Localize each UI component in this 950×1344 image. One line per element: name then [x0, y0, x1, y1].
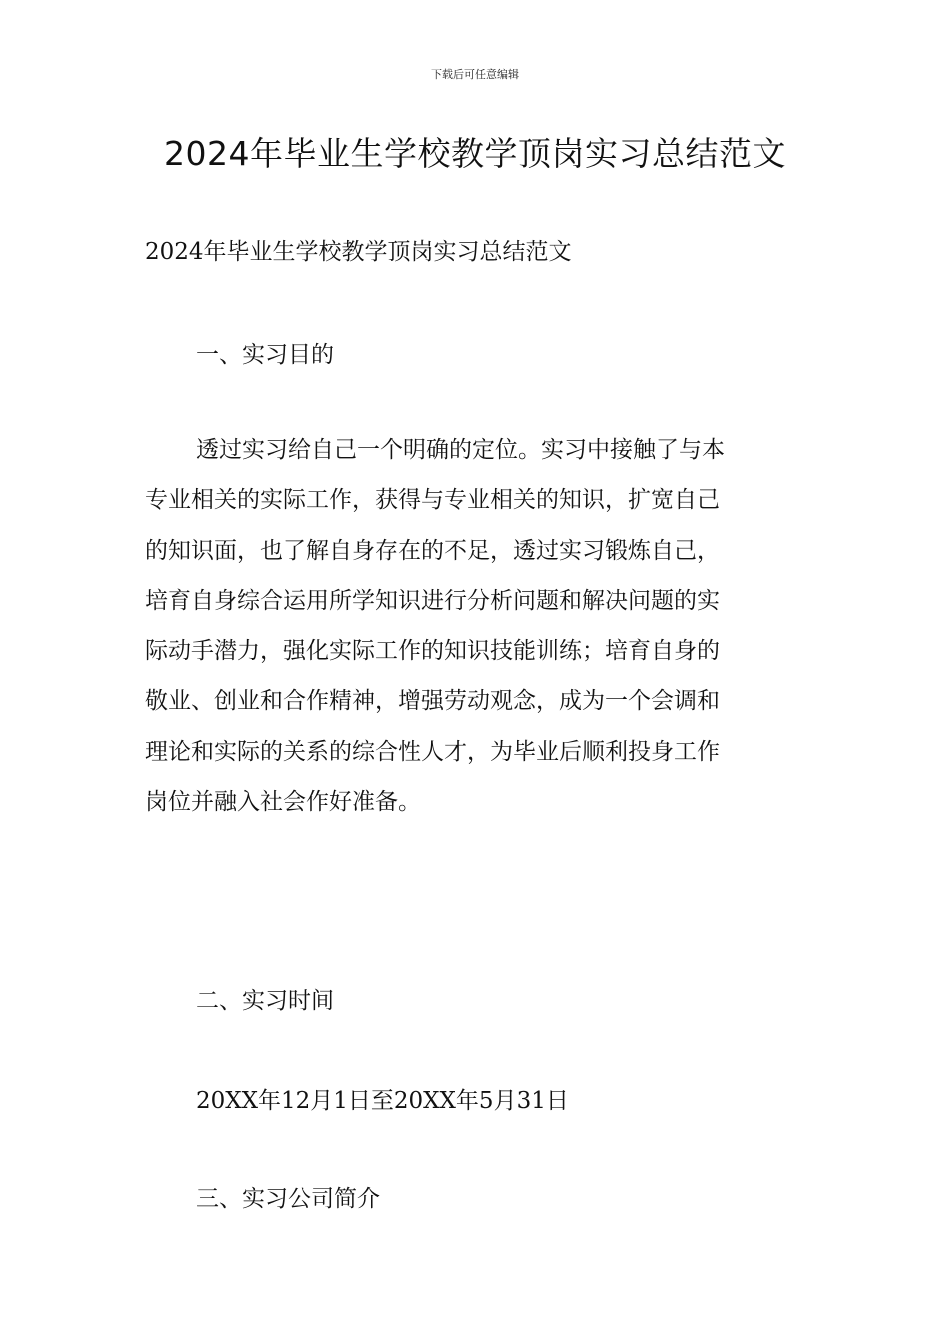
header-note: 下载后可任意编辑: [431, 68, 519, 81]
section-heading-company: 三、实习公司简介: [196, 1186, 380, 1212]
document-subtitle: 2024年毕业生学校教学顶岗实习总结范文: [145, 239, 572, 265]
paragraph-line: 培育自身综合运用所学知识进行分析问题和解决问题的实: [145, 587, 720, 614]
section-heading-purpose: 一、实习目的: [196, 342, 334, 368]
paragraph-line: 际动手潜力，强化实际工作的知识技能训练；培育自身的: [145, 638, 720, 665]
paragraph-line: 理论和实际的关系的综合性人才，为毕业后顺利投身工作: [145, 738, 720, 765]
paragraph-line: 敬业、创业和合作精神，增强劳动观念，成为一个会调和: [145, 688, 720, 715]
document-title: 2024年毕业生学校教学顶岗实习总结范文: [164, 134, 786, 173]
paragraph-line: 透过实习给自己一个明确的定位。实习中接触了与本: [196, 437, 725, 463]
purpose-paragraph: [145, 425, 805, 827]
paragraph-line: 专业相关的实际工作，获得与专业相关的知识，扩宽自己: [145, 487, 720, 514]
paragraph-line: 的知识面，也了解自身存在的不足，透过实习锻炼自己，: [145, 537, 720, 564]
internship-period: 20XX年12月1日至20XX年5月31日: [196, 1088, 569, 1114]
section-heading-period: 二、实习时间: [196, 988, 334, 1014]
paragraph-line: 岗位并融入社会作好准备。: [145, 789, 421, 816]
